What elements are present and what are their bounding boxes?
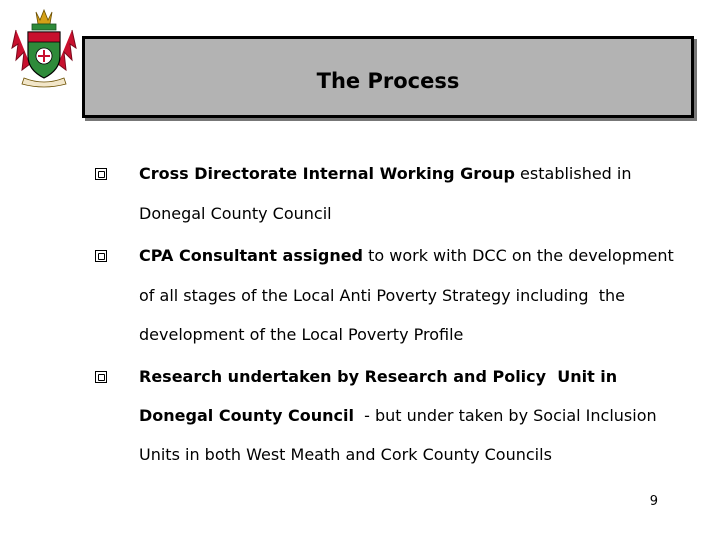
bullet-2-line-3: development of the Local Poverty Profile <box>139 325 464 344</box>
bullet-2-line-1: CPA Consultant assigned to work with DCC on the development <box>139 246 674 265</box>
bullet-3-line-1: Research undertaken by Research and Policy Unit in <box>139 367 618 386</box>
bullet-3-line-2: Donegal County Council - but under taken by Social Inclusion <box>139 406 657 425</box>
title-banner <box>82 36 694 118</box>
bullet-1-line-2: Donegal County Council <box>139 204 332 223</box>
bullet-square-icon <box>95 371 107 383</box>
bullet-1-line-1: Cross Directorate Internal Working Group established in <box>139 164 632 183</box>
council-crest-icon <box>10 8 78 88</box>
page-number: 9 <box>649 494 658 509</box>
bullet-square-icon <box>95 168 107 180</box>
slide-title: The Process <box>316 69 460 93</box>
bullet-3-line-3: Units in both West Meath and Cork County Councils <box>139 445 552 464</box>
bullet-2-line-2: of all stages of the Local Anti Poverty Strategy including the <box>139 286 625 305</box>
bullet-square-icon <box>95 250 107 262</box>
